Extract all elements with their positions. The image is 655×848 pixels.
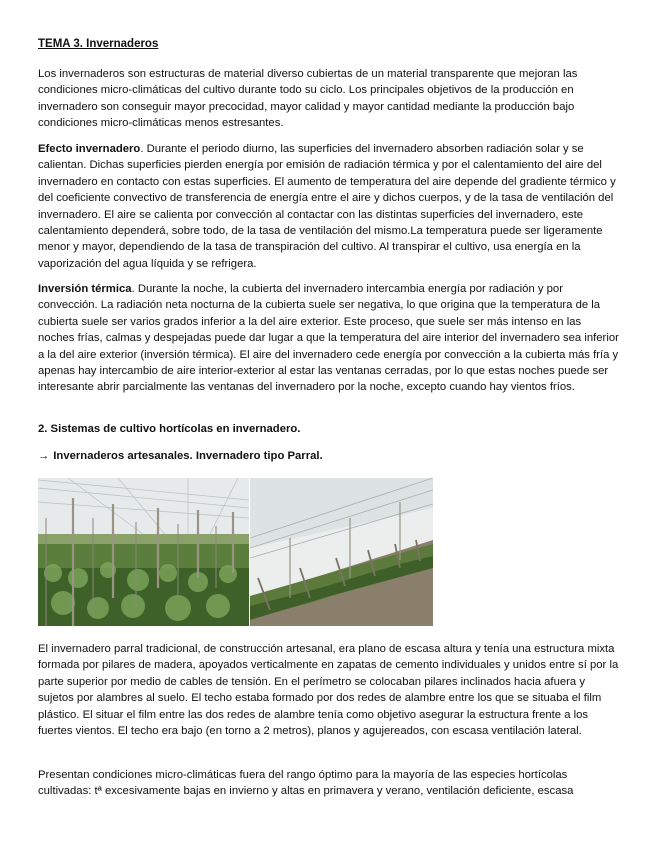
intro-paragraph: Los invernaderos son estructuras de material diverso cubiertas de un material transparente que mejoran las condiciones micro-climáticas del cultivo durante todo su ciclo. Los principales objetivos de la producción en invernadero son conseguir mayor precocidad, mayor calidad y mayor cantidad mediante la producción bajo condiciones micro-climáticas menos estresantes.: [38, 68, 578, 130]
efecto-invernadero-text: . Durante el periodo diurno, las superficies del invernadero absorben radiación solar y se calientan. Dichas superficies pierden energía por emisión de radiación térmica y por el calentamiento del aire del invernadero en contacto con estas superficies. El aumento de temperatura del aire depende del gradiente térmico y del coeficiente convectivo de transferencia de energía entre el aire y dichos cuerpos, y de la tasa de ventilación del invernadero. El aire se calienta por convección al contactar con las distintas superficies del invernadero, este calentamiento dependerá, sobre todo, de la tasa de ventilación del mismo.La temperatura puede ser ligeramente menor y mayor, dependiendo de la tasa de transpiración del cultivo. Al transpirar el cultivo, usa energía en la vaporización del agua líquida y se refrigera.: [38, 143, 616, 270]
section-heading: 2. Sistemas de cultivo hortícolas en invernadero.: [38, 423, 301, 435]
condiciones-paragraph: Presentan condiciones micro-climáticas fuera del rango óptimo para la mayoría de las especies hortícolas cultivadas: tª excesivamente bajas en invierno y altas en primavera y verano, ventilación deficiente, escasa: [38, 769, 574, 798]
subsection-title: Invernaderos artesanales. Invernadero tipo Parral.: [53, 450, 323, 462]
inversion-termica-text: . Durante la noche, la cubierta del invernadero intercambia energía por radiación y por convección. La radiación neta nocturna de la cubierta suele ser negativa, lo que origina que la temperatura de la cubierta suele ser varios grados inferior a la del aire exterior. Este proceso, que suele ser más intenso en las noches frías, calmas y despejadas puede dar lugar a que la temperatura del aire interior del invernadero sea inferior a la del aire exterior (inversión térmica). El aire del invernadero cede energía por convección a la cubierta más fría y apenas hay intercambio de aire interior-exterior al estar las ventanas cerradas, por lo que estas noches puede ser interesante abrir parcialmente las ventanas del invernadero por la noche, excepto cuando hay vientos fríos.: [38, 283, 619, 394]
document-title: TEMA 3. Invernaderos: [38, 38, 159, 50]
inversion-termica-paragraph: [38, 281, 620, 396]
greenhouse-interior-photo: [38, 478, 249, 626]
parral-paragraph: El invernadero parral tradicional, de construcción artesanal, era plano de escasa altura y tenía una estructura mixta formada por pilares de madera, apoyados verticalmente en zapatas de cemento individuales y unidos entre sí por la parte superior por medio de cables de tensión. En el perímetro se colocaban pilares inclinados hacia afuera y sujetos por alambres al suelo. El techo estaba formado por dos redes de alambre entre los que se situaba el film plástico. El situar el film entre las dos redes de alambre tenía como objetivo asegurar la estructura frente a los fuertes vientos. El techo era bajo (en torno a 2 metros), planos y agujereados, con escasa ventilación lateral.: [38, 643, 619, 738]
arrow-right-icon: →: [38, 450, 50, 462]
inversion-termica-term: Inversión térmica: [38, 283, 132, 295]
greenhouse-lateral-photo: [250, 478, 433, 626]
efecto-invernadero-paragraph: [38, 141, 620, 272]
subsection-heading: [38, 450, 323, 462]
efecto-invernadero-term: Efecto invernadero: [38, 143, 141, 155]
